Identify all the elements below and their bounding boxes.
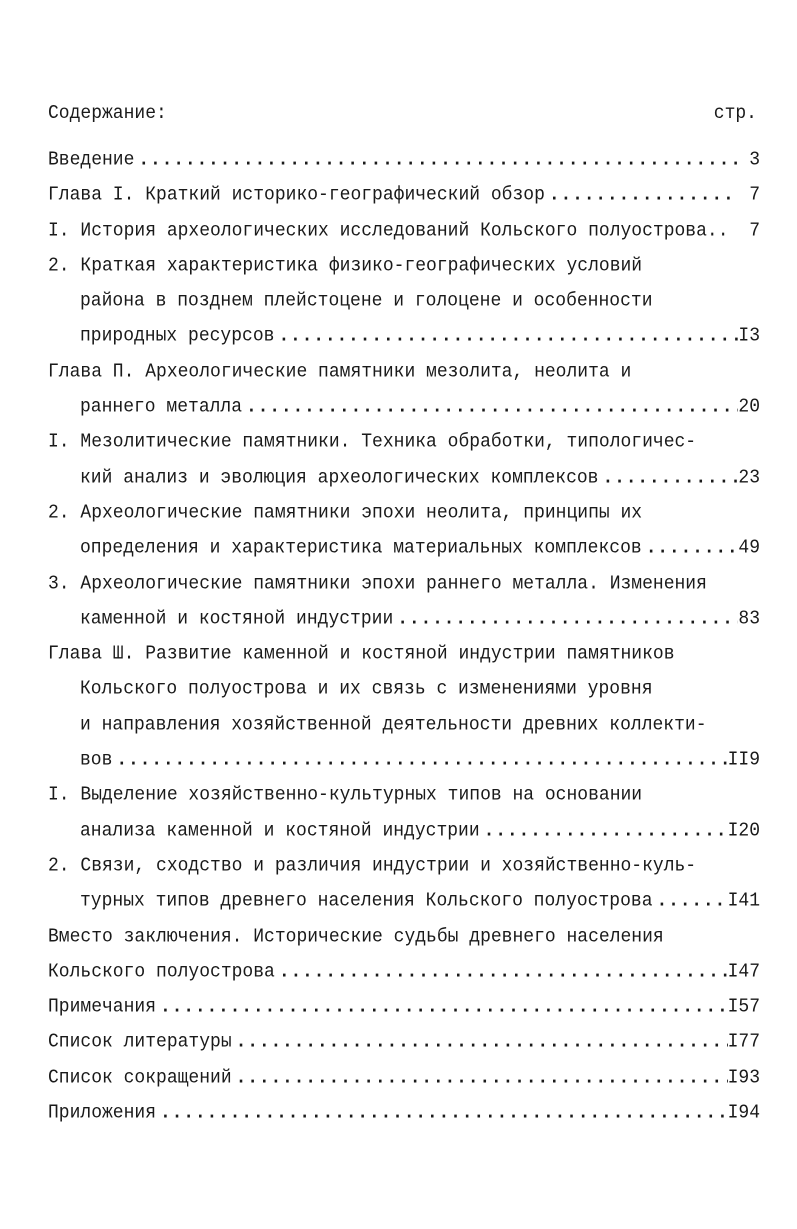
toc-page-number: 83 bbox=[738, 607, 760, 630]
leader-dots bbox=[232, 1059, 728, 1098]
toc-entry-text: Глава I. Краткий историко-географический обзор bbox=[48, 184, 545, 207]
toc-entry-text: и направления хозяйственной деятельности древних коллекти- bbox=[80, 713, 707, 736]
leader-dots bbox=[393, 600, 738, 639]
toc-page-number: I41 bbox=[727, 890, 760, 913]
toc-entry-line bbox=[48, 953, 760, 992]
toc-entry-line bbox=[48, 141, 760, 180]
toc-entry-text: кий анализ и эволюция археологических комплексов bbox=[80, 466, 599, 489]
toc-entry-line bbox=[48, 1024, 760, 1063]
table-of-contents bbox=[48, 143, 760, 1131]
toc-entry-line bbox=[48, 530, 760, 569]
leader-dots bbox=[480, 812, 728, 851]
toc-entry-text: Приложения bbox=[48, 1101, 157, 1124]
leader-dots bbox=[545, 177, 738, 216]
toc-page-number: 7 bbox=[749, 219, 760, 242]
leader-dots bbox=[112, 741, 727, 780]
toc-entry-text: района в позднем плейстоцене и голоцене и особенности bbox=[80, 290, 653, 313]
toc-entry-text: 2. Археологические памятники эпохи неолита, принципы их bbox=[48, 501, 643, 524]
toc-entry-line bbox=[48, 706, 760, 745]
toc-entry-line bbox=[48, 882, 760, 921]
leader-dots bbox=[275, 953, 728, 992]
toc-entry-text: Список сокращений bbox=[48, 1066, 232, 1089]
toc-entry-line bbox=[48, 459, 760, 498]
toc-entry-line bbox=[48, 388, 760, 427]
toc-entry-line bbox=[48, 494, 760, 533]
toc-header bbox=[48, 103, 757, 134]
leader-dots bbox=[642, 530, 738, 569]
toc-page-number: II9 bbox=[727, 748, 760, 771]
toc-entry-line bbox=[48, 988, 760, 1027]
toc-entry-line bbox=[48, 812, 760, 851]
toc-entry-line bbox=[48, 671, 760, 710]
toc-entry-line bbox=[48, 177, 760, 216]
toc-entry-line bbox=[48, 424, 760, 463]
toc-entry-text: турных типов древнего населения Кольского полуострова bbox=[80, 890, 653, 913]
toc-entry-line bbox=[48, 318, 760, 357]
toc-entry-line bbox=[48, 212, 760, 251]
toc-entry-text: определения и характеристика материальных комплексов bbox=[80, 537, 642, 560]
toc-entry-text: Глава Ш. Развитие каменной и костяной индустрии памятников bbox=[48, 643, 675, 666]
toc-page-number: I93 bbox=[727, 1066, 760, 1089]
toc-entry-line bbox=[48, 565, 760, 604]
toc-page-number: 23 bbox=[738, 466, 760, 489]
toc-entry-text: I. Мезолитические памятники. Техника обработки, типологичес- bbox=[48, 431, 697, 454]
toc-entry-text: Вместо заключения. Исторические судьбы древнего населения bbox=[48, 925, 664, 948]
toc-entry-text: анализа каменной и костяной индустрии bbox=[80, 819, 480, 842]
toc-entry-text: Глава П. Археологические памятники мезолита, неолита и bbox=[48, 360, 632, 383]
toc-entry-line bbox=[48, 918, 760, 957]
toc-entry-line bbox=[48, 741, 760, 780]
toc-page-number: I77 bbox=[727, 1031, 760, 1054]
toc-entry-text: 3. Археологические памятники эпохи раннего металла. Изменения bbox=[48, 572, 707, 595]
toc-entry-line bbox=[48, 353, 760, 392]
toc-entry-text: 2. Краткая характеристика физико-географических условий bbox=[48, 254, 643, 277]
toc-page-number: 7 bbox=[749, 184, 760, 207]
toc-entry-line bbox=[48, 777, 760, 816]
toc-title: Содержание: bbox=[48, 102, 167, 125]
toc-page-number: I3 bbox=[738, 325, 760, 348]
toc-entry-text: Список литературы bbox=[48, 1031, 232, 1054]
toc-entry-text: Кольского полуострова и их связь с изменениями уровня bbox=[80, 678, 653, 701]
toc-entry-line bbox=[48, 1094, 760, 1133]
toc-entry-text: вов bbox=[80, 748, 113, 771]
leader-dots bbox=[156, 1094, 728, 1133]
toc-entry-text: Примечания bbox=[48, 996, 157, 1019]
toc-entry-line bbox=[48, 600, 760, 639]
toc-entry-line bbox=[48, 282, 760, 321]
leader-dots bbox=[134, 141, 738, 180]
toc-page-number: I47 bbox=[727, 960, 760, 983]
toc-entry-text: I. История археологических исследований Кольского полуострова.. bbox=[48, 219, 729, 242]
toc-entry-text: природных ресурсов bbox=[80, 325, 275, 348]
toc-entry-line bbox=[48, 847, 760, 886]
leader-dots bbox=[242, 388, 738, 427]
leader-dots bbox=[274, 318, 738, 357]
toc-entry-text: Введение bbox=[48, 148, 135, 171]
leader-dots bbox=[598, 459, 738, 498]
toc-page-number: I20 bbox=[727, 819, 760, 842]
leader-dots bbox=[156, 988, 728, 1027]
toc-entry-line bbox=[48, 1059, 760, 1098]
page-column-label: стр. bbox=[713, 102, 757, 125]
toc-page-number: 20 bbox=[738, 396, 760, 419]
toc-entry-line bbox=[48, 247, 760, 286]
leader-dots bbox=[232, 1024, 728, 1063]
toc-entry-text: раннего металла bbox=[80, 396, 243, 419]
toc-page-number: 3 bbox=[749, 148, 760, 171]
leader-dots bbox=[653, 882, 728, 921]
toc-page-number: I57 bbox=[727, 996, 760, 1019]
toc-page-number: I94 bbox=[727, 1101, 760, 1124]
toc-entry-text: Кольского полуострова bbox=[48, 960, 275, 983]
toc-entry-text: 2. Связи, сходство и различия индустрии и хозяйственно-куль- bbox=[48, 854, 697, 877]
toc-entry-text: I. Выделение хозяйственно-культурных типов на основании bbox=[48, 784, 643, 807]
toc-entry-text: каменной и костяной индустрии bbox=[80, 607, 394, 630]
toc-page-number: 49 bbox=[738, 537, 760, 560]
toc-entry-line bbox=[48, 635, 760, 674]
